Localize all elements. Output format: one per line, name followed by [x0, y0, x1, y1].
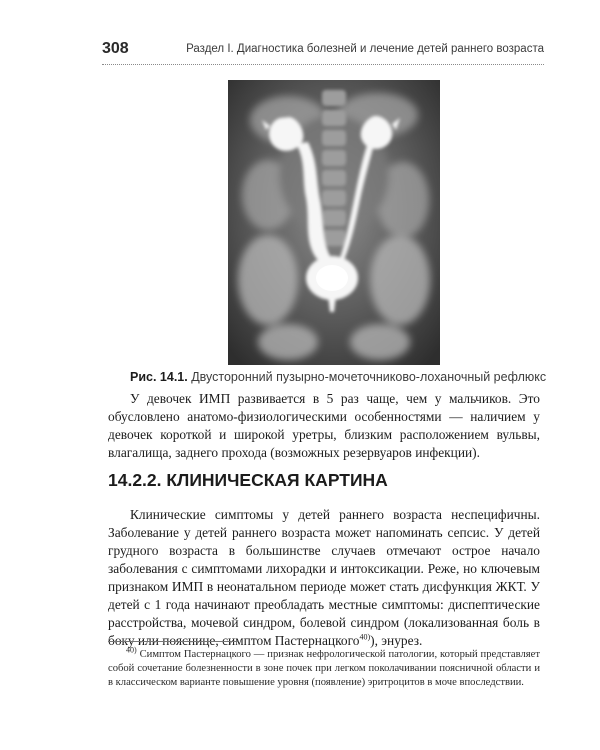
paragraph-intro: У девочек ИМП развивается в 5 раз чаще, чем у мальчиков. Это обусловлено анатомо-физиологическими особенностями — наличием у девочек короткой и широкой уретры, близким расположением вульвы, влагалища, заднего прохода (возможных резервуаров инфекции).	[108, 391, 540, 460]
footnote-text: Симптом Пастернацкого — признак нефрологической патологии, который представляет собой сочетание болезненности в зоне почек при легком поколачивании поясничной области и в классическом варианте повышение уровня (появление) эритроцитов в моче впоследствии.	[108, 649, 540, 688]
xray-figure	[228, 80, 440, 365]
caption-label: Рис. 14.1.	[130, 370, 188, 384]
footnote-marker: 40)	[126, 645, 137, 655]
footnote	[108, 645, 540, 690]
paragraph-clinical-text: Клинические симптомы у детей раннего возраста неспецифичны. Заболевание у детей раннего возраста может напоминать сепсис. У детей грудного возраста в большинстве случаев отмечают острое начало заболевания с симптомами лихорадки и интоксикации. Реже, но ключевым признаком ИМП в неонатальном периоде может стать дисфункция ЖКТ. У детей с 1 года начинают преобладать местные симптомы: диспептические расстройства, мочевой синдром, болевой синдром (локализованная боль в боку или пояснице, симптом Пастернацкого	[108, 507, 540, 648]
figure-caption	[130, 370, 550, 384]
header-divider	[102, 64, 544, 65]
footnote-reference[interactable]: 40)	[359, 632, 371, 642]
caption-text: Двусторонний пузырно-мочеточниково-лоханочный рефлюкс	[187, 370, 547, 384]
footnote-divider	[108, 641, 238, 642]
page-number: 308	[102, 40, 129, 57]
xray-image	[228, 80, 440, 365]
section-heading: 14.2.2. КЛИНИЧЕСКАЯ КАРТИНА	[108, 470, 388, 490]
paragraph-clinical	[108, 506, 540, 650]
page-header	[102, 40, 544, 64]
paragraph-clinical-end: ), энурез.	[370, 633, 423, 648]
running-title: Раздел I. Диагностика болезней и лечение детей раннего возраста	[186, 43, 544, 55]
